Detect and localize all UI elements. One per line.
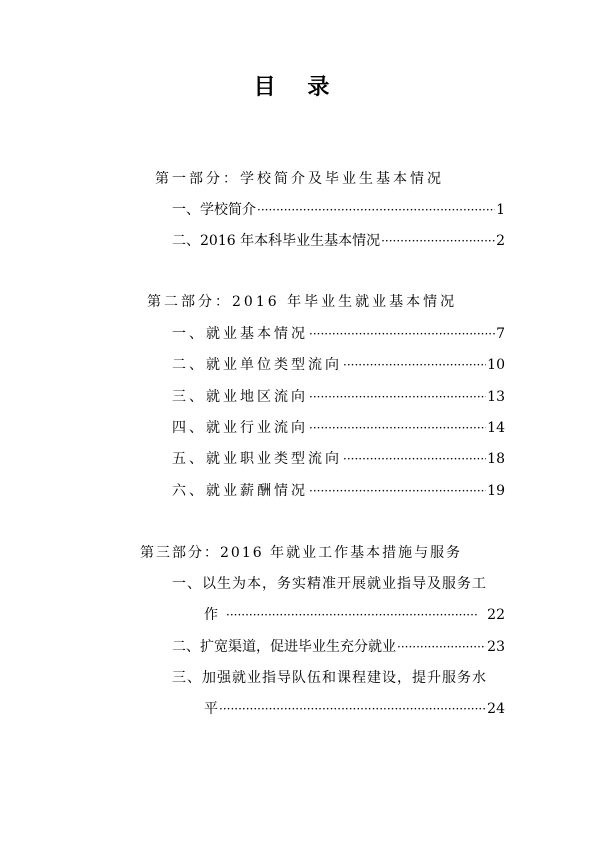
leader-dots [219, 698, 486, 720]
toc-entry-page: 18 [487, 451, 505, 467]
leader-dots [309, 417, 486, 439]
toc-entry-page: 24 [487, 701, 505, 717]
leader-dots [309, 480, 486, 502]
toc-entry-label: 一、学校简介 [172, 202, 256, 218]
toc-entry-page: 22 [487, 607, 505, 623]
toc-entry-label: 五、就业职业类型流向 [172, 451, 342, 467]
leader-dots [257, 199, 495, 221]
toc-entry[interactable] [172, 636, 505, 658]
toc-entry-label: 平 [204, 701, 218, 717]
toc-entry-page: 13 [487, 389, 505, 405]
leader-dots [343, 448, 486, 470]
toc-entry[interactable] [204, 698, 505, 720]
toc-entry[interactable] [172, 448, 505, 470]
leader-dots [381, 230, 495, 252]
toc-entry-page: 23 [487, 639, 505, 655]
toc-entry-label: 作 [204, 607, 218, 623]
toc-entry[interactable] [172, 323, 505, 345]
toc-entry-label: 二、2016 年本科毕业生基本情况 [172, 233, 381, 249]
toc-entry[interactable] [204, 604, 505, 626]
leader-dots [397, 636, 486, 658]
toc-entry-label: 六、就业薪酬情况 [172, 483, 308, 499]
toc-entry-label: 二、就业单位类型流向 [172, 357, 342, 373]
toc-entry[interactable] [172, 230, 505, 252]
toc-entry-label: 二、扩宽渠道，促进毕业生充分就业 [172, 639, 396, 655]
toc-entry-line1[interactable]: 三、加强就业指导队伍和课程建设，提升服务水 [172, 670, 487, 686]
toc-entry[interactable] [172, 386, 505, 408]
toc-entry-page: 1 [496, 202, 505, 218]
leader-dots [226, 604, 479, 626]
toc-entry-page: 14 [487, 420, 505, 436]
part1-heading: 第一部分：学校简介及毕业生基本情况 [155, 171, 444, 187]
toc-entry-line1[interactable]: 一、以生为本，务实精准开展就业指导及服务工 [172, 576, 487, 592]
toc-entry[interactable] [172, 199, 505, 221]
toc-entry-page: 10 [487, 357, 505, 373]
leader-dots [309, 386, 486, 408]
leader-dots [309, 323, 495, 345]
toc-entry-label: 四、就业行业流向 [172, 420, 308, 436]
toc-entry[interactable] [172, 480, 505, 502]
toc-title: 目 录 [253, 74, 342, 100]
toc-entry-label: 一、就业基本情况 [172, 326, 308, 342]
toc-entry-page: 19 [487, 483, 505, 499]
toc-entry-page: 7 [496, 326, 505, 342]
toc-entry[interactable] [172, 354, 505, 376]
leader-dots [343, 354, 486, 376]
toc-entry-page: 2 [496, 233, 505, 249]
part3-heading: 第三部分：2016 年就业工作基本措施与服务 [140, 545, 463, 561]
toc-entry[interactable] [172, 417, 505, 439]
part2-heading: 第二部分：2016 年毕业生就业基本情况 [147, 294, 458, 310]
toc-entry-label: 三、就业地区流向 [172, 389, 308, 405]
